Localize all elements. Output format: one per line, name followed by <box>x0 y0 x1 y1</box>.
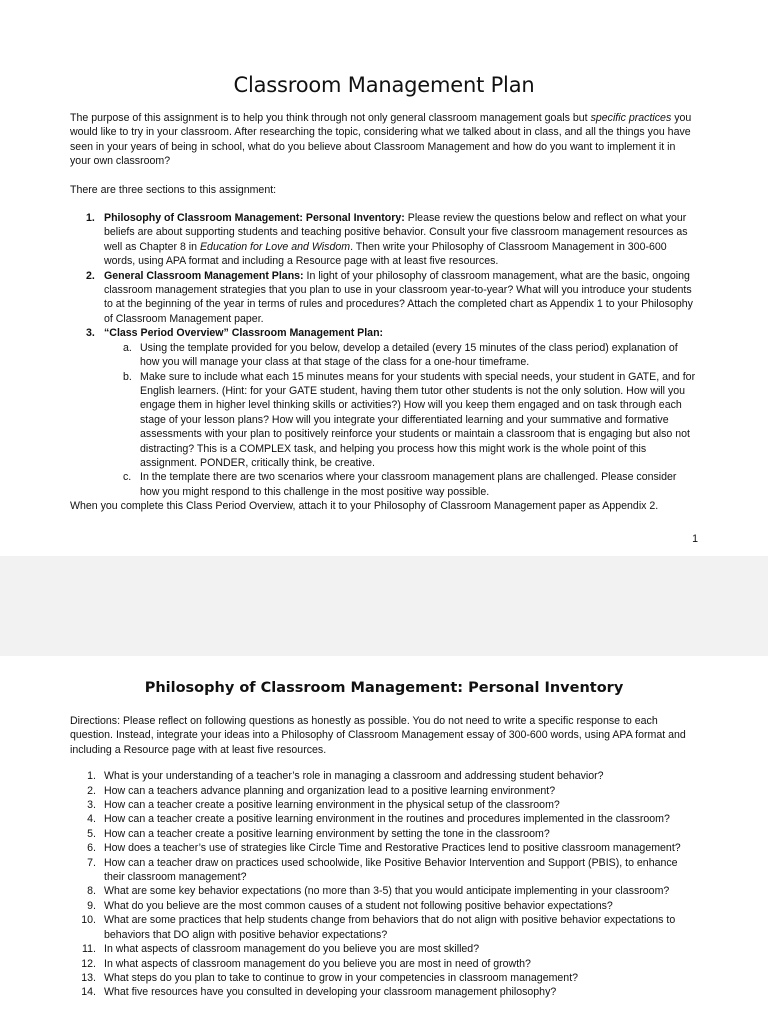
section-item-2: 2. General Classroom Management Plans: In light of your philosophy of classroom management, what are the basic, ongoing classroom management strategies that you plan to use in your classroom year-to-year? What will you introduce your students to at the beginning of the year in terms of rules and procedures? Attach the completed chart as Appendix 1 to your Philosophy of Classroom Management paper. <box>86 269 693 325</box>
sub-letter: b. <box>123 370 132 383</box>
document-page-2 <box>0 656 768 1024</box>
question-number: 14. <box>81 986 96 999</box>
sub-item-a: a. Using the template provided for you below, develop a detailed (every 15 minutes of the class period) explanation of how you will manage your class at that stage of the class for a one-hour timeframe. <box>123 341 678 369</box>
question-item <box>70 798 698 812</box>
sub-letter: a. <box>123 341 132 354</box>
question-item <box>70 942 698 956</box>
question-item <box>70 784 698 798</box>
question-text: What five resources have you consulted in developing your classroom management philosophy? <box>104 986 557 999</box>
question-text: In what aspects of classroom management do you believe you are most in need of growth? <box>104 957 531 970</box>
question-number: 3. <box>87 799 96 812</box>
class-period-sublist <box>70 341 698 499</box>
question-number: 6. <box>87 842 96 855</box>
question-item <box>70 827 698 841</box>
question-text: How can a teacher draw on practices used schoolwide, like Positive Behavior Intervention and Support (PBIS), to enhance their classroom management? <box>104 856 678 884</box>
assignment-sections-list <box>70 211 698 341</box>
question-item <box>70 769 698 783</box>
question-number: 13. <box>81 971 96 984</box>
emphasis-specific-practices: specific practices <box>590 112 672 124</box>
section-number: 1. <box>86 212 95 225</box>
question-item <box>70 841 698 855</box>
question-number: 1. <box>87 770 96 783</box>
section-title: Philosophy of Classroom Management: Personal Inventory <box>144 680 624 696</box>
page-separator <box>0 556 768 656</box>
question-text: How can a teacher create a positive learning environment in the routines and procedures implemented in the classroom? <box>104 813 670 826</box>
question-text: What are some key behavior expectations (no more than 3-5) that you would anticipate implementing in your classroom? <box>104 885 670 898</box>
question-number: 11. <box>82 943 96 956</box>
question-number: 12. <box>81 957 96 970</box>
question-number: 7. <box>87 856 96 869</box>
closing-paragraph: When you complete this Class Period Overview, attach it to your Philosophy of Classroom Management paper as Appendix 2. <box>70 500 659 513</box>
sub-letter: c. <box>123 471 132 484</box>
question-text: In what aspects of classroom management do you believe you are most skilled? <box>104 943 480 956</box>
section-item-1: 1. Philosophy of Classroom Management: Personal Inventory: Please review the questions below and reflect on what your beliefs are about supporting students and teaching positive behavior. Consult your five classroom management resources as well as Chapter 8 in Education for Love and Wisdom. Then write your Philosophy of Classroom Management in 300-600 words, using APA format and including a Resource page with at least five resources. <box>86 212 688 268</box>
book-title: Education for Love and Wisdom <box>199 240 351 253</box>
question-text: How does a teacher’s use of strategies like Circle Time and Restorative Practices lend to positive classroom management? <box>104 842 681 855</box>
section-heading: “Class Period Overview” Classroom Management Plan: <box>104 327 384 340</box>
section-number: 2. <box>86 269 95 282</box>
question-text: How can a teachers advance planning and organization lead to a positive learning environment? <box>104 784 556 797</box>
document-title: Classroom Management Plan <box>233 73 535 97</box>
section-heading: Philosophy of Classroom Management: Personal Inventory: <box>104 212 405 225</box>
question-item <box>70 913 698 942</box>
question-number: 4. <box>87 813 96 826</box>
question-number: 8. <box>87 885 96 898</box>
sub-item-c: c. In the template there are two scenarios where your classroom management plans are challenged. Please consider how you might respond to this challenge in the most positive way possible. <box>123 471 677 498</box>
sections-intro: There are three sections to this assignment: <box>70 183 277 196</box>
question-text: What are some practices that help students change from behaviors that do not align with positive behavior expectations to behaviors that DO align with positive behavior expectations? <box>104 914 676 941</box>
question-item <box>70 899 698 913</box>
question-item <box>70 985 698 999</box>
question-text: How can a teacher create a positive learning environment in the physical setup of the classroom? <box>104 799 560 812</box>
page-1-content <box>70 72 698 514</box>
question-text: How can a teacher create a positive learning environment by setting the tone in the classroom? <box>104 827 550 840</box>
inventory-questions-list <box>70 769 698 1000</box>
question-number: 5. <box>87 827 96 840</box>
question-item <box>70 884 698 898</box>
question-item <box>70 957 698 971</box>
sub-item-b: b. Make sure to include what each 15 minutes means for your students with special needs, your student in GATE, and for English learners. (Hint: for your GATE student, having them tutor other students is not the only solution. How will you engage them in higher level thinking skills or activities?) How will you keep them engaged and on task through each stage of your lesson plans? How will you integrate your differentiated learning and your summative and formative assessments with your plan to positively reinforce your students or maintain a classroom that is engaging but also not distracting? This is a COMPLEX task, and helping you process how this might work is the whole point of this assignment. PONDER, critically think, be creative. <box>123 370 696 469</box>
page-number: 1 <box>692 533 698 545</box>
section-number: 3. <box>86 327 95 340</box>
question-text: What do you believe are the most common causes of a student not following positive behavior expectations? <box>104 899 613 912</box>
question-number: 9. <box>87 899 96 912</box>
directions-paragraph: Directions: Please reflect on following questions as honestly as possible. You do not need to write a specific response to each question. Instead, integrate your ideas into a Philosophy of Classroom Management essay of 300-600 words, using APA format and including a Resource page with at least five resources. <box>70 715 686 756</box>
question-item <box>70 971 698 985</box>
section-item-3 <box>70 326 698 340</box>
section-heading: General Classroom Management Plans: <box>104 269 304 282</box>
question-number: 10. <box>81 914 96 927</box>
question-text: What steps do you plan to take to continue to grow in your competencies in classroom management? <box>104 971 579 984</box>
page-2-content <box>70 679 698 1000</box>
question-item <box>70 856 698 885</box>
intro-paragraph: The purpose of this assignment is to help you think through not only general classroom management goals but specific practices you would like to try in your classroom. After researching the topic, considering what we talked about in class, and all the things you have seen in your years of being in school, what do you believe about Classroom Management and how do you want to implement it in your own classroom? <box>70 112 692 168</box>
question-text: What is your understanding of a teacher’s role in managing a classroom and addressing student behavior? <box>104 770 604 783</box>
question-item <box>70 812 698 826</box>
question-number: 2. <box>87 784 96 797</box>
